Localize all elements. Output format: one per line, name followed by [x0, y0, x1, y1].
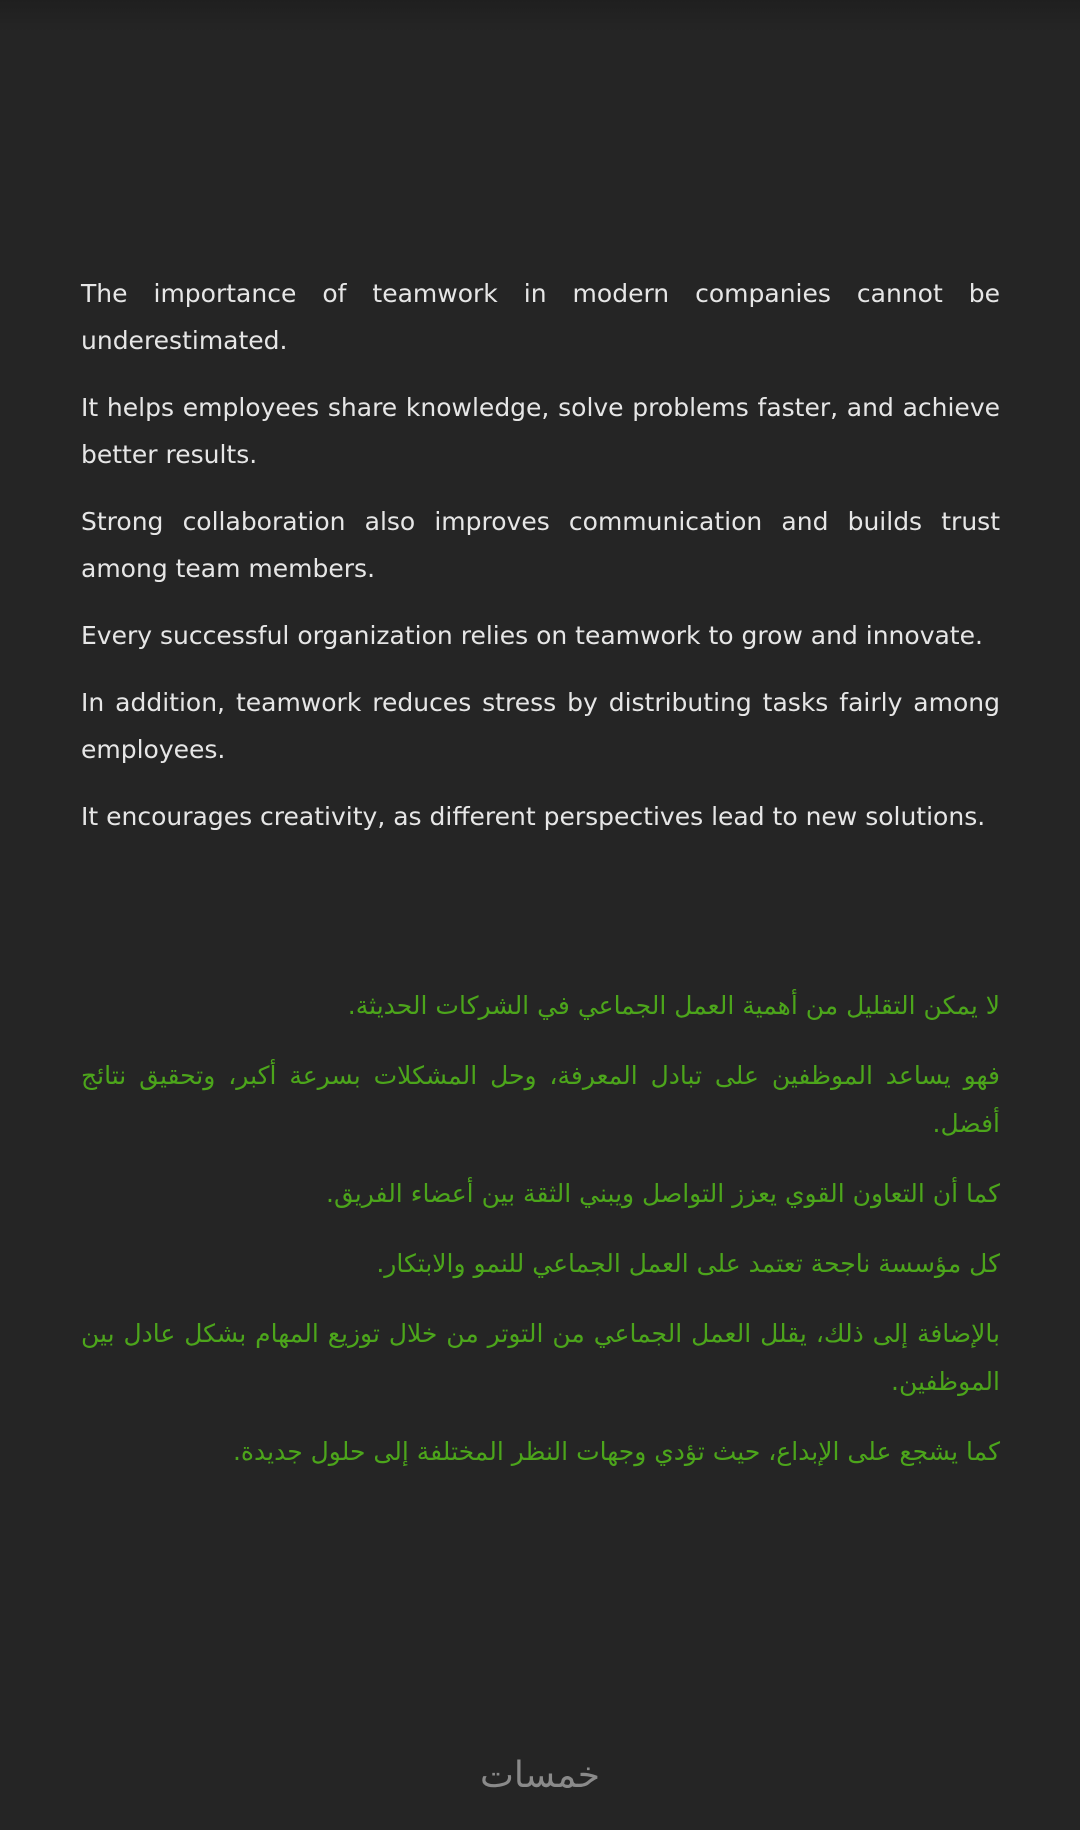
- arabic-paragraph-4: كل مؤسسة ناجحة تعتمد على العمل الجماعي للنمو والابتكار.: [376, 1249, 1000, 1278]
- english-text-block: [81, 270, 1000, 860]
- english-paragraph-2: It helps employees share knowledge, solve problems faster, and achieve better results.: [81, 393, 1000, 469]
- arabic-paragraph-2: فهو يساعد الموظفين على تبادل المعرفة، وحل المشكلات بسرعة أكبر، وتحقيق نتائج أفضل.: [81, 1061, 1000, 1138]
- top-strip: [0, 0, 1080, 32]
- khamsat-watermark-logo: خمسات: [479, 1755, 601, 1796]
- english-paragraph-6: It encourages creativity, as different perspectives lead to new solutions.: [81, 802, 986, 831]
- english-paragraph-3: Strong collaboration also improves communication and builds trust among team members.: [81, 507, 1000, 583]
- english-paragraph-5: In addition, teamwork reduces stress by distributing tasks fairly among employees.: [81, 688, 1000, 764]
- arabic-paragraph-3: كما أن التعاون القوي يعزز التواصل ويبني الثقة بين أعضاء الفريق.: [326, 1179, 1000, 1208]
- arabic-text-block: [81, 982, 1000, 1498]
- english-paragraph-1: The importance of teamwork in modern companies cannot be underestimated.: [81, 279, 1000, 355]
- arabic-paragraph-6: كما يشجع على الإبداع، حيث تؤدي وجهات النظر المختلفة إلى حلول جديدة.: [232, 1437, 1000, 1466]
- arabic-paragraph-5: بالإضافة إلى ذلك، يقلل العمل الجماعي من التوتر من خلال توزيع المهام بشكل عادل بين الموظفين.: [81, 1319, 1000, 1396]
- english-paragraph-4: Every successful organization relies on teamwork to grow and innovate.: [81, 621, 983, 650]
- arabic-paragraph-1: لا يمكن التقليل من أهمية العمل الجماعي في الشركات الحديثة.: [347, 991, 1000, 1020]
